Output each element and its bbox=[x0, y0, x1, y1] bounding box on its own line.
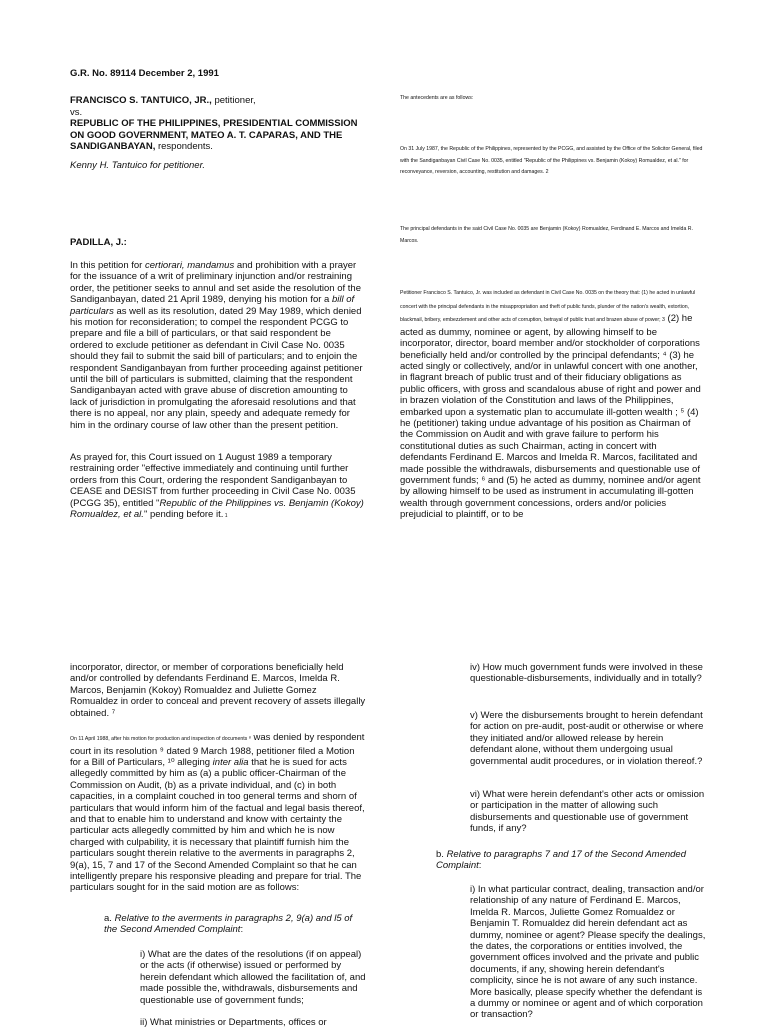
motion-bill-small: On 11 April 1988, after his motion for production and inspection of documents ⁸ bbox=[70, 736, 251, 742]
question-b-i: i) In what particular contract, dealing, transaction and/or relationship of any nature of Ferdinand E. Marcos, Imelda R. Marcos, Juliette Gomez Romualdez or Benjamin T. Romualdez did herein defendant act as dummy, nominee or agent? Please specify the dealings, the dates, the corporations or entities involved, the government offices involved and the private and public documents, if any, showing herein defendant's complicity, since he is not aware of any such instance. More basically, please specify whether the defendant is a dummy or nominee or agent and of which corporation or transaction? bbox=[470, 884, 706, 1021]
respondents-role: respondents. bbox=[155, 141, 213, 153]
question-a-vi: vi) What were herein defendant's other acts or omission or participation in the matter of allowing such disbursements and questionable use of government funds, if any? bbox=[470, 789, 705, 835]
item-a-label: a. bbox=[104, 913, 115, 924]
petitioner-theory-large: (2) he acted as dummy, nominee or agent, by allowing himself to be incorporator, director, board member and/or stockholder of corporations beneficially held and/or controlled by the principal defendants; ⁴ (3) he acted singly or collectively, and/or in unlawful concert with one another, in flagrant breach of public trust and of their fiduciary obligations as public officers, with gross and scandalous abuse of right and power and in brazen violation of the Constitution and laws of the Philippines, embarked upon a systematic plan to accumulate ill-gotten wealth ; ⁵ (4) he (petitioner) taking undue advantage of his position as Chairman of the Commission on Audit and with grave failure to perform his constitutional duties as such Chairman, acting in concert with defendants Ferdinand E. Marcos and Imelda R. Marcos, facilitated and made possible the withdrawals, disbursements and questionable use of government funds; ⁶ and (5) he acted as dummy, nominee and/or agent by allowing himself to be used as instrument in accumulating ill-gotten wealth through government concessions, orders and/or policies prejudicial to plaintiff, or to be bbox=[400, 313, 701, 521]
p1-text-c: as well as its resolution, dated 29 May 1989, which denied his motion for reconsideration; to compel the respondent PCGG to prepare and file a bill of particulars, or that said respondent be ordered to exclude petitioner as defendant in Civil Case No. 0035 should they fail to submit the said bill of particulars; and to enjoin the respondent Sandiganbayan from further proceeding against petitioner until the bill of particulars is submitted, claiming that the respondent Sandiganbayan acted with grave abuse of discretion amounting to lack of jurisdiction in promulgating the aforesaid resolutions and that there is no appeal, nor any plain, speedy and adequate remedy for him in the ordinary course of law other than the present petition. bbox=[70, 305, 363, 431]
item-a-colon: : bbox=[240, 924, 244, 936]
versus: vs. bbox=[70, 106, 83, 118]
item-a-heading bbox=[104, 913, 366, 936]
item-b-text: Relative to paragraphs 7 and 17 of the Second Amended Complaint bbox=[436, 849, 686, 872]
case-number: G.R. No. 89114 December 2, 1991 bbox=[70, 68, 219, 79]
motion-bill-text-b: that he is sued for acts allegedly committed by him as (a) a public officer-Chairman of the Commission on Audit, (b) as a private individual, and (c) in both capacities, in a complaint couched in too general terms and shorn of particulars that would inform him of the factual and legal basis thereof, and that to enable him to understand and know with certainty the particular acts allegedly committed by him and which he is now charged with culpability, it is necessary that plaintiff furnish him the particulars sought therein relative to the averments in paragraphs 2, 9(a), 15, 7 and 17 of the Second Amended Complaint so that he can intelligently prepare his responsive pleading and prepare for trial. The particulars sought for in the said motion are as follows: bbox=[70, 757, 365, 894]
paragraph-petition bbox=[70, 260, 366, 431]
paragraph-incorporator: incorporator, director, or member of corporations beneficially held and/or controlled by defendants Ferdinand E. Marcos, Imelda R. Marcos, Benjamin (Kokoy) Romualdez and Juliette Gomez Romualdez in order to conceal and prevent recovery of assets illegally obtained. ⁷ bbox=[70, 662, 366, 719]
petitioner-name: FRANCISCO S. TANTUICO, JR., bbox=[70, 95, 212, 107]
p2-case-title: Republic of the Philippines vs. Benjamin (Kokoy) Romualdez, et al. bbox=[70, 497, 364, 521]
petitioner-line bbox=[70, 95, 366, 106]
motion-bill-text-a: was denied by respondent court in its resolution ⁹ dated 9 March 1988, petitioner filed a Motion for a Bill of Particulars, ¹⁰ alleging bbox=[70, 732, 365, 768]
question-a-ii: ii) What ministries or Departments, offices or bbox=[140, 1017, 327, 1028]
p2-text-a: As prayed for, this Court issued on 1 August 1989 a temporary restraining order "effective immediately and continuing until further orders from this Court, ordering the respondent Sandiganbayan to CEASE and DESIST from further proceeding in Civil Case No. 0035 (PCGG 35), entitled " bbox=[70, 452, 356, 509]
p1-text-b: and prohibition with a prayer for the issuance of a writ of preliminary injunction and/or restraining order, the petitioner seeks to annul and set aside the resolution of the Sandiganbayan, dated 21 April 1989, denying his motion for a bbox=[70, 260, 361, 306]
counsel-line: Kenny H. Tantuico for petitioner. bbox=[70, 160, 206, 172]
respondents-names: REPUBLIC OF THE PHILIPPINES, PRESIDENTIAL COMMISSION ON GOOD GOVERNMENT, MATEO A. T. CAPARAS, AND THE SANDIGANBAYAN, bbox=[70, 118, 358, 153]
question-a-i: i) What are the dates of the resolutions (if on appeal) or the acts (if otherwise) issued or performed by herein defendant which allowed the facilitation of, and made possible the, withdrawals, disbursements and questionable use of government funds; bbox=[140, 949, 366, 1006]
petitioner-theory-small: Petitioner Francisco S. Tantuico, Jr. was included as defendant in Civil Case No. 0035 on the theory that: (1) he acted in unlawful concert with the principal defendants in the misappropriation and theft of public funds, plunder of the nation's wealth, extortion, blackmail, bribery, embezzlement and other acts of corruption, betrayal of public trust and brazen abuse of power; 3 bbox=[400, 290, 696, 324]
paragraph-civil-case-filing: On 31 July 1987, the Republic of the Philippines, represented by the PCGG, and assisted by the Office of the Solicitor General, filed with the Sandiganbayan Civil Case No. 0035, entitled "Republic of the Philippines vs. Benjamin (Kokoy) Romualdez, et al." for reconveyance, reversion, accounting, restitution and damages. 2 bbox=[400, 146, 703, 176]
petitioner-role: petitioner, bbox=[211, 95, 256, 107]
ponente: PADILLA, J.: bbox=[70, 237, 127, 248]
p2-text-b: " pending before it. bbox=[143, 509, 224, 521]
item-b-heading bbox=[436, 849, 706, 872]
item-a-text: Relative to the averments in paragraphs 2, 9(a) and l5 of the Second Amended Complaint bbox=[104, 913, 353, 936]
respondents-line bbox=[70, 118, 366, 152]
paragraph-petitioner-theory bbox=[400, 286, 706, 521]
paragraph-motion-bill bbox=[70, 732, 366, 894]
motion-bill-inter-alia: inter alia bbox=[212, 757, 249, 768]
question-a-v: v) Were the disbursements brought to herein defendant for action on pre-audit, post-audit or otherwise or where they initiated and/or allowed release by herein defendant alone, without them undergoing usual governmental audit procedures, or in violation thereof.? bbox=[470, 710, 704, 767]
p2-footnote: 1 bbox=[223, 513, 228, 520]
paragraph-restraining-order bbox=[70, 452, 366, 522]
p1-bill-of-particulars: bill of particulars bbox=[70, 294, 355, 317]
p1-text-a: In this petition for bbox=[70, 260, 145, 271]
antecedents-line: The antecedents are as follows: bbox=[400, 95, 474, 101]
left-top-column bbox=[70, 68, 366, 172]
item-b-label: b. bbox=[436, 849, 447, 860]
item-b-colon: : bbox=[478, 860, 482, 872]
p1-certiorari: certiorari, mandamus bbox=[144, 260, 235, 271]
paragraph-principal-defendants: The principal defendants in the said Civil Case No. 0035 are Benjamin (Kokoy) Romualdez, Ferdinand E. Marcos and Imelda R. Marcos. bbox=[400, 226, 693, 244]
question-a-iv: iv) How much government funds were involved in these questionable-disbursements, individually and in totally? bbox=[470, 662, 703, 685]
